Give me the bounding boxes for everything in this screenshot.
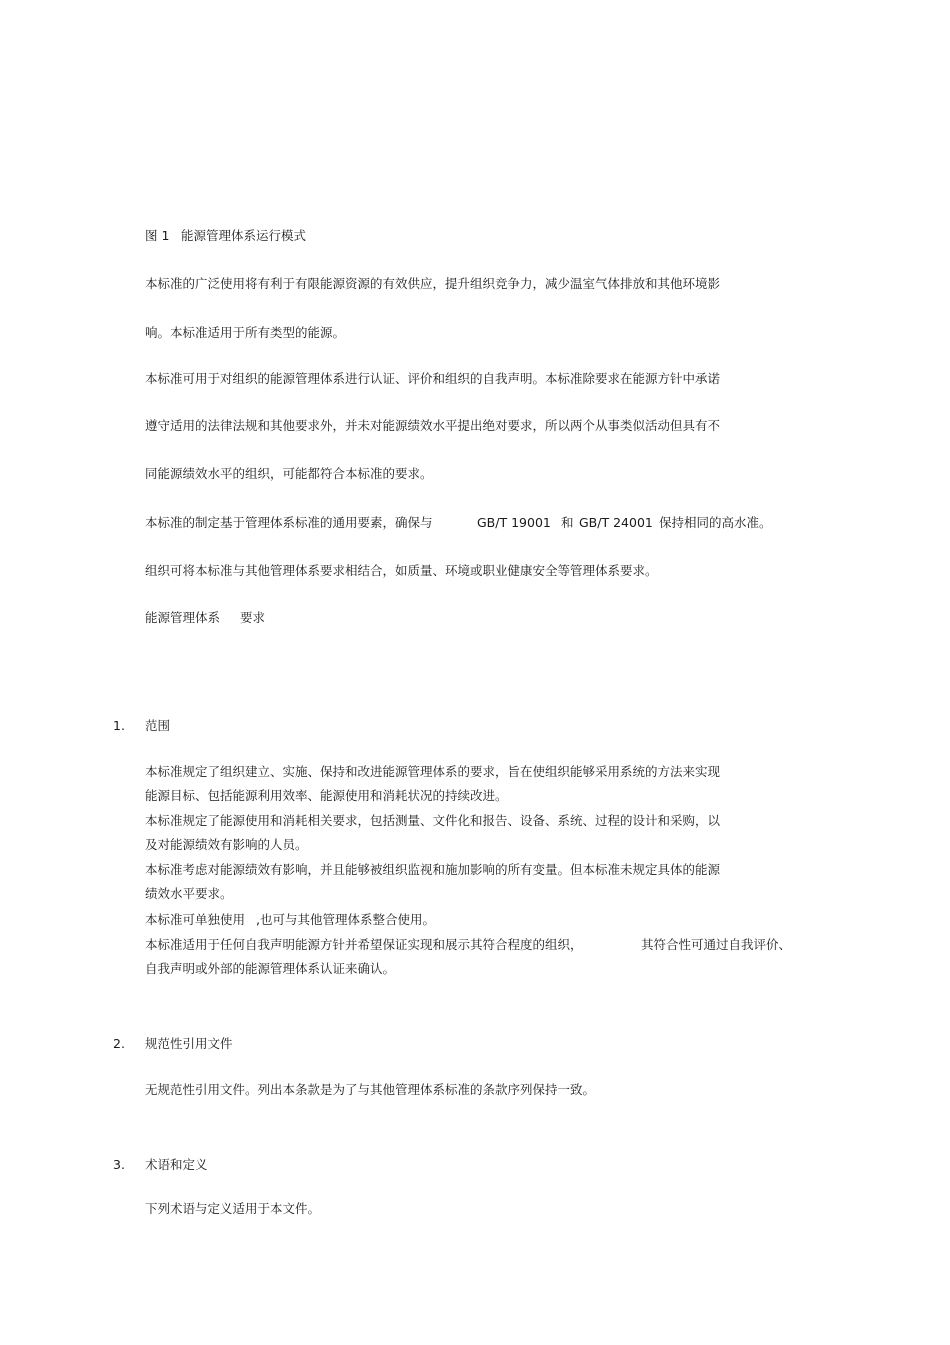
section-2-line: 无规范性引用文件。列出本条款是为了与其他管理体系标准的条款序列保持一致。 [145, 1082, 596, 1097]
doc-title-part2: 要求 [240, 610, 266, 625]
section-3-line: 下列术语与定义适用于本文件。 [145, 1201, 321, 1216]
section-1-line: ,也可与其他管理体系整合使用。 [256, 912, 435, 927]
section-3-heading: 术语和定义 [145, 1157, 208, 1172]
figure-title: 能源管理体系运行模式 [181, 228, 307, 243]
section-1-heading: 范围 [145, 718, 171, 733]
section-1-line: 能源目标、包括能源利用效率、能源使用和消耗状况的持续改进。 [145, 788, 508, 803]
section-1-line: 本标准规定了组织建立、实施、保持和改进能源管理体系的要求，旨在使组织能够采用系统的方法来实现 [145, 764, 721, 779]
section-1-line: 本标准适用于任何自我声明能源方针并希望保证实现和展示其符合程度的组织， [145, 937, 583, 952]
section-2-heading: 规范性引用文件 [145, 1036, 233, 1051]
intro-p2-line2: 遵守适用的法律法规和其他要求外，并未对能源绩效水平提出绝对要求，所以两个从事类似活动但具有不 [145, 418, 721, 433]
section-1-line: 自我声明或外部的能源管理体系认证来确认。 [145, 961, 396, 976]
standard-ref-24001: GB/T 24001 [579, 515, 653, 530]
section-1-line: 本标准规定了能源使用和消耗相关要求，包括测量、文件化和报告、设备、系统、过程的设计和采购，以 [145, 813, 721, 828]
figure-label: 图 1 [145, 228, 170, 243]
section-1-line: 绩效水平要求。 [145, 886, 233, 901]
section-3-number: 3. [113, 1157, 125, 1172]
intro-p3-end: 保持相同的高水准。 [659, 515, 772, 530]
standard-ref-19001: GB/T 19001 [477, 515, 551, 530]
intro-p1-line2: 响。本标准适用于所有类型的能源。 [145, 325, 346, 340]
section-2-number: 2. [113, 1036, 125, 1051]
section-1-line: 本标准可单独使用 [145, 912, 246, 927]
section-1-line: 及对能源绩效有影响的人员。 [145, 837, 308, 852]
intro-p2-line1: 本标准可用于对组织的能源管理体系进行认证、评价和组织的自我声明。本标准除要求在能源方针中承诺 [145, 371, 721, 386]
intro-p3-and: 和 [561, 515, 574, 530]
intro-p3-text: 本标准的制定基于管理体系标准的通用要素，确保与 [145, 515, 433, 530]
doc-title-part1: 能源管理体系 [145, 610, 221, 625]
intro-p2-line3: 同能源绩效水平的组织，可能都符合本标准的要求。 [145, 466, 433, 481]
section-1-line: 本标准考虑对能源绩效有影响，并且能够被组织监视和施加影响的所有变量。但本标准未规定具体的能源 [145, 862, 721, 877]
intro-p4: 组织可将本标准与其他管理体系要求相结合，如质量、环境或职业健康安全等管理体系要求。 [145, 563, 658, 578]
intro-p1-line1: 本标准的广泛使用将有利于有限能源资源的有效供应，提升组织竞争力，减少温室气体排放和其他环境影 [145, 276, 721, 291]
section-1-number: 1. [113, 718, 125, 733]
section-1-line: 其符合性可通过自我评价、 [641, 937, 792, 952]
